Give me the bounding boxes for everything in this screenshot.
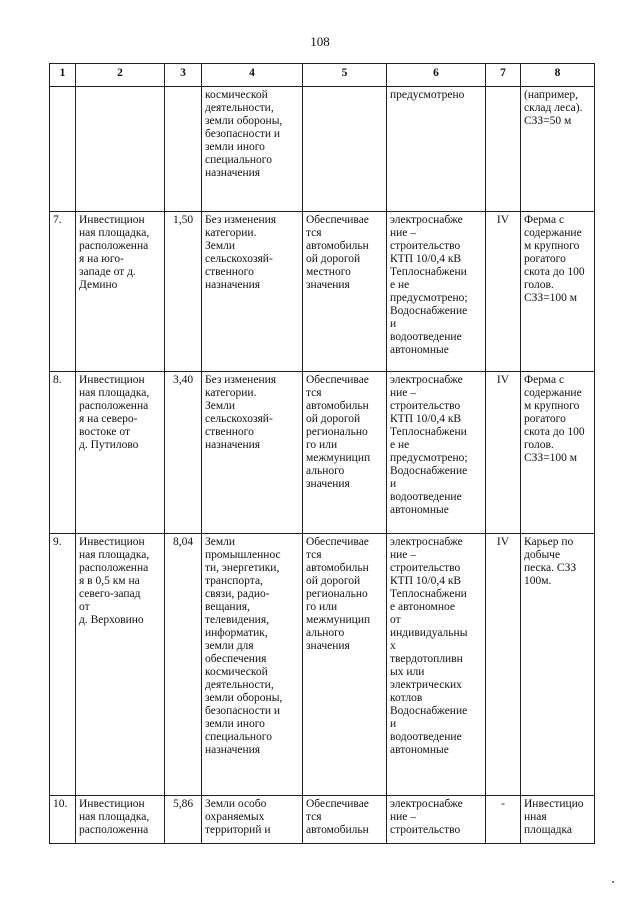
land-category-cell: космической деятельности, земли обороны, безопасности и земли иного специального назначения <box>202 87 303 212</box>
row-number-cell: 10. <box>50 796 76 844</box>
site-description-cell <box>76 87 165 212</box>
land-category-cell: Земли промышленнос ти, энергетики, транспорта, связи, радио- вещания, телевидения, информатик, земли для обеспечения космической деятельности, земли обороны, безопасности и земли иного специального назначения <box>202 534 303 796</box>
land-category-cell: Земли особо охраняемых территорий и <box>202 796 303 844</box>
road-access-cell: Обеспечивае тся автомобильн ой дорогой регионально го или межмуницип ального значения <box>303 534 387 796</box>
site-description-cell: Инвестицион ная площадка, расположенна я на северо- востоке от д. Путилово <box>76 372 165 534</box>
area-cell <box>165 87 202 212</box>
column-header: 4 <box>202 64 303 87</box>
purpose-cell: Ферма с содержание м крупного рогатого скота до 100 голов. СЗЗ=100 м <box>521 212 595 372</box>
column-header: 6 <box>387 64 486 87</box>
table-header-row <box>50 64 595 87</box>
column-header: 5 <box>303 64 387 87</box>
table-row <box>50 534 595 796</box>
utilities-cell: электроснабже ние – строительство <box>387 796 486 844</box>
column-header: 8 <box>521 64 595 87</box>
area-cell: 1,50 <box>165 212 202 372</box>
purpose-cell: Карьер по добыче песка. СЗЗ 100м. <box>521 534 595 796</box>
road-access-cell: Обеспечивае тся автомобильн ой дорогой местного значения <box>303 212 387 372</box>
road-access-cell: Обеспечивае тся автомобильн ой дорогой регионально го или межмуницип ального значения <box>303 372 387 534</box>
column-header: 2 <box>76 64 165 87</box>
area-cell: 5,86 <box>165 796 202 844</box>
row-number-cell: 9. <box>50 534 76 796</box>
class-cell: IV <box>486 372 521 534</box>
row-number-cell <box>50 87 76 212</box>
site-description-cell: Инвестицион ная площадка, расположенна я на юго- западе от д. Демино <box>76 212 165 372</box>
row-number-cell: 7. <box>50 212 76 372</box>
column-header: 1 <box>50 64 76 87</box>
purpose-cell: Ферма с содержание м крупного рогатого скота до 100 голов. СЗЗ=100 м <box>521 372 595 534</box>
utilities-cell: предусмотрено <box>387 87 486 212</box>
land-category-cell: Без изменения категории. Земли сельскохозяй- ственного назначения <box>202 372 303 534</box>
land-category-cell: Без изменения категории. Земли сельскохозяй- ственного назначения <box>202 212 303 372</box>
class-cell: IV <box>486 534 521 796</box>
column-header: 7 <box>486 64 521 87</box>
utilities-cell: электроснабже ние – строительство КТП 10/0,4 кВ Теплоснабжени е не предусмотрено; Водоснабжение и водоотведение автономные <box>387 212 486 372</box>
row-number-cell: 8. <box>50 372 76 534</box>
page-number: 108 <box>310 34 330 49</box>
table-row <box>50 87 595 212</box>
utilities-cell: электроснабже ние – строительство КТП 10/0,4 кВ Теплоснабжени е не предусмотрено; Водоснабжение и водоотведение автономные <box>387 372 486 534</box>
site-description-cell: Инвестицион ная площадка, расположенна я в 0,5 км на севего-запад от д. Верховино <box>76 534 165 796</box>
road-access-cell <box>303 87 387 212</box>
table-row <box>50 212 595 372</box>
purpose-cell: Инвестицио нная площадка <box>521 796 595 844</box>
area-cell: 8,04 <box>165 534 202 796</box>
table-row <box>50 372 595 534</box>
road-access-cell: Обеспечивае тся автомобильн <box>303 796 387 844</box>
scan-speck <box>612 881 614 883</box>
land-plots-table <box>49 63 595 844</box>
class-cell: - <box>486 796 521 844</box>
class-cell: IV <box>486 212 521 372</box>
class-cell <box>486 87 521 212</box>
site-description-cell: Инвестицион ная площадка, расположенна <box>76 796 165 844</box>
utilities-cell: электроснабже ние – строительство КТП 10/0,4 кВ Теплоснабжени е автономное от индивидуальны х твердотопливн ых или электрических котлов Водоснабжение и водоотведение автономные <box>387 534 486 796</box>
purpose-cell: (например, склад леса). СЗЗ=50 м <box>521 87 595 212</box>
area-cell: 3,40 <box>165 372 202 534</box>
column-header: 3 <box>165 64 202 87</box>
table-row <box>50 796 595 844</box>
